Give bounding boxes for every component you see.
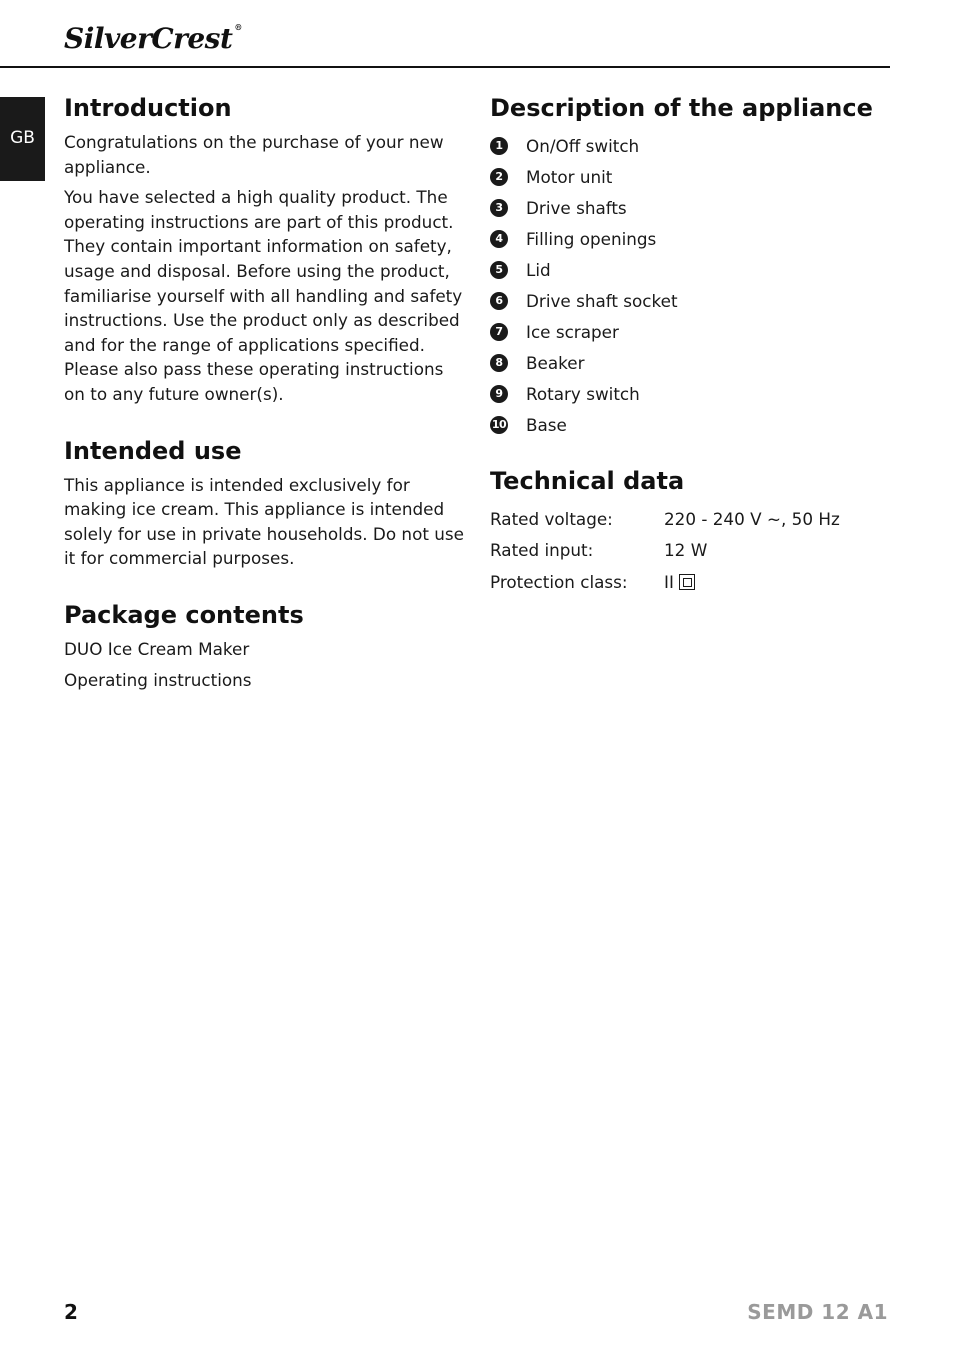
tech-label: Rated voltage: (490, 508, 613, 529)
introduction-para-1: Congratulations on the purchase of your new appliance. (64, 132, 444, 177)
page-number: 2 (64, 1300, 78, 1324)
list-item (490, 409, 910, 440)
list-item (490, 130, 910, 161)
description-heading: Description of the appliance (490, 94, 873, 122)
part-label: Lid (526, 259, 551, 280)
tech-row (490, 535, 910, 567)
number-badge-icon: 8 (490, 354, 508, 372)
part-label: Base (526, 414, 567, 435)
tech-label: Rated input: (490, 540, 594, 561)
list-item (490, 254, 910, 285)
number-badge-icon: 10 (490, 416, 508, 434)
list-item (490, 223, 910, 254)
part-label: Rotary switch (526, 383, 640, 404)
silvercrest-logo: SilverCrest ® (64, 22, 242, 55)
left-column (64, 92, 469, 699)
header-divider (0, 66, 890, 68)
tech-value: 12 W (664, 540, 708, 561)
package-item: DUO Ice Cream Maker (64, 638, 250, 659)
intended-use-section (64, 435, 469, 571)
list-item (490, 316, 910, 347)
tech-value (664, 572, 695, 592)
part-label: Drive shafts (526, 197, 627, 218)
right-column (490, 92, 910, 598)
number-badge-icon: 3 (490, 199, 508, 217)
part-label: On/Off switch (526, 135, 640, 156)
list-item (490, 378, 910, 409)
number-badge-icon: 7 (490, 323, 508, 341)
language-label: GB (10, 128, 35, 148)
number-badge-icon: 1 (490, 137, 508, 155)
model-number: SEMD 12 A1 (747, 1300, 888, 1324)
package-contents-heading: Package contents (64, 600, 304, 629)
list-item (490, 285, 910, 316)
part-label: Drive shaft socket (526, 290, 678, 311)
technical-data-section (490, 465, 910, 598)
technical-data-heading: Technical data (490, 467, 685, 495)
tech-label: Protection class: (490, 571, 628, 592)
tech-value: 220 - 240 V ~, 50 Hz (664, 508, 840, 529)
intended-use-heading: Intended use (64, 436, 242, 465)
number-badge-icon: 4 (490, 230, 508, 248)
introduction-para-2: You have selected a high quality product. The operating instructions are part of this product. They contain important information on safety, usage and disposal. Before using the product, familiarise yourself with all handling and safety instructions. Use the product only as described and for the range of applications specified. Please also pass these operating instructions on to any future owner(s). (64, 187, 463, 404)
number-badge-icon: 2 (490, 168, 508, 186)
intended-use-text: This appliance is intended exclusively for making ice cream. This appliance is intended solely for use in private households. Do not use it for commercial purposes. (64, 474, 464, 569)
number-badge-icon: 9 (490, 385, 508, 403)
parts-list (490, 130, 910, 440)
tech-row (490, 566, 910, 598)
number-badge-icon: 5 (490, 261, 508, 279)
part-label: Ice scraper (526, 321, 619, 342)
tech-row (490, 503, 910, 535)
list-item (490, 192, 910, 223)
part-label: Motor unit (526, 166, 613, 187)
list-item (490, 347, 910, 378)
number-badge-icon: 6 (490, 292, 508, 310)
language-tab (0, 97, 45, 181)
introduction-heading: Introduction (64, 94, 232, 122)
double-insulation-icon (679, 574, 695, 590)
part-label: Beaker (526, 352, 585, 373)
package-item: Operating instructions (64, 669, 252, 690)
description-section (490, 92, 910, 440)
list-item (490, 161, 910, 192)
package-contents-section (64, 599, 469, 692)
introduction-section (64, 92, 469, 407)
protection-class-value: II (664, 571, 674, 592)
part-label: Filling openings (526, 228, 657, 249)
